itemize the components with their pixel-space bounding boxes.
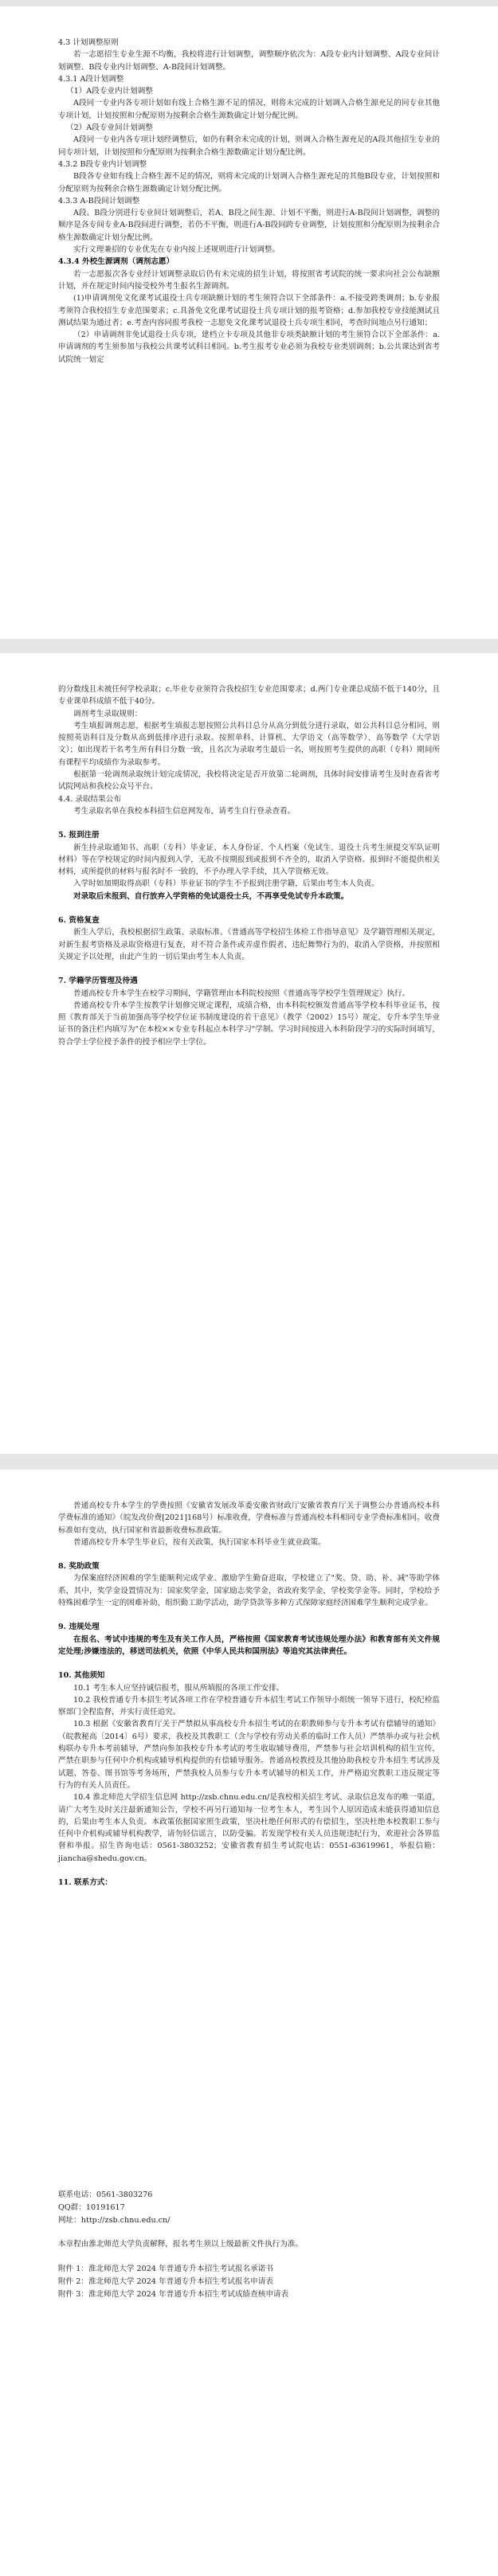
page-gap (0, 639, 498, 653)
section-spacer (58, 1548, 440, 1560)
contact-qq: QQ群：10191617 (58, 2202, 125, 2212)
section-spacer (58, 817, 440, 829)
body-paragraph: A段同一专业内各专项计划经调整后，如仍有剩余未完成的计划，则调入合格生源充足的A段其他招生专业的同专项计划，计划按照和分配原则为按剩余合格生源数确定计划分配比例。 (58, 135, 440, 157)
interpretation-note: 本章程由淮北师范大学负责解释，报名考生须以上级最新文件执行为准。 (58, 2240, 303, 2249)
body-paragraph: 若一志愿报次各专业经计划调整录取后仍有未完成的招生计划，将按照省考试院的统一要求向社会公布缺额计划，并在规定时间内接受校外考生报名生源调剂。 (58, 269, 440, 291)
body-paragraph: 新生持录取通知书、高职（专科）毕业证、本人身份证、个人档案（免试生、退役士兵考生须提交军队证明材料）等在学校规定的时间内报到入学，无故不按期报到或报到不齐全的，取消入学资格。报到时不能提供相关材料，或所提供的材料与报名时不一致的，不予办理入学手续，其入学资格无效。 (58, 843, 440, 877)
section-heading: 5. 报到注册 (58, 831, 100, 840)
body-paragraph: 普通高校专升本学生毕业后，按有关政策，执行国家本科毕业生就业政策。 (73, 1537, 326, 1547)
section-heading: 4.3.1 A段计划调整 (58, 74, 124, 84)
body-paragraph: 实行文理兼招的专业优先在专业内按上述规则进行计划调整。 (73, 245, 280, 255)
body-paragraph: (1)申请调剂免文化课考试退役士兵专项缺额计划的考生须符合以下全部条件：a.不接受跨类调剂；b.专业报考须符合我校招生专业范围要求；c.具备免文化课考试退役士兵专项计划的报考资格；d.参加我校专业技能测试且测试结果为通过者；e.考查内容同报考我校一志愿免文化课考试退役士兵专项生相同，考查时间地点另行通知； (58, 294, 440, 327)
attachment-1: 附件 1：淮北师范大学 2024 年普通专升本招生考试报名承诺书 (58, 2265, 273, 2274)
body-paragraph: 10.3 根据《安徽省教育厅关于严禁拟从事高校专升本招生考试的在职教师参与专升本考试有偿辅导的通知》（皖教秘高〔2014〕6号）要求，我校及其教职工（含与学校有劳动关系的临时工作人员）严禁举办或与社会机构联办专升本考前辅导，严禁向参加我校专升本考试的考生收取辅导费用，严禁参与社会培训机构的招生宣传，严禁在职参与任何中介机构或辅导机构提供的有偿辅导服务。普通高校教授及其他协助我校专升本招生考试涉及试题、答卷、图书馆等考务场所，严禁我校人员参与专升本考试辅导的相关工作，并严格追究教职工违反规定等行为的有关人员责任。 (58, 1720, 440, 1790)
section-heading: 4.3.3 A-B段间计划调整 (58, 196, 140, 206)
body-paragraph: 入学时如加期取得高职（专科）毕业证书的学生不予报到注册学籍，后果由考生本人负责。 (73, 879, 379, 889)
body-paragraph: 普通高校专升本学生按教学计划修完规定课程，成绩合格，由本科院校颁发普通高等学校本科毕业证书，按照《教育部关于当前加强高等学校学位证书制度建设的若干意见》（教学（2002）15号）规定，专升本学生毕业证书的备注栏内填写为"在本校××专业专科起点本科学习"学制。学习时间按进入本科阶段学习的实际时间填写，符合学士学位授予条件的授予相应学士学位。 (58, 1000, 440, 1047)
emphasis-paragraph: 在报名、考试中违规的考生及有关工作人员，严格按照《国家教育考试违规处理办法》和教育部有关文件规定处理;涉嫌违法的，移送司法机关，依照《中华人民共和国刑法》等追究其法律责任。 (58, 1634, 440, 1656)
page-gap (0, 1454, 498, 1470)
section-heading: 9. 违规处理 (58, 1623, 100, 1632)
document-page-3 (0, 1470, 498, 2175)
section-spacer (58, 963, 440, 975)
section-heading: 11. 联系方式： (58, 1878, 112, 1888)
section-spacer (58, 902, 440, 914)
contact-phone: 联系电话：0561-3803276 (58, 2190, 153, 2199)
body-paragraph: 10.4 淮北师范大学招生信息网 http://zsb.chnu.edu.cn/是我校相关招生考试、录取信息发布的唯一渠道，请广大考生及时关注最新通知公告，学校不再另行通知每一位考生本人，考生因个人原因造成未能获得通知信息的，后果由考生本人负责。本政策依据国家照生政策，坚决杜绝任何形式的有偿招生，坚决杜绝本校教职工参与任何中介机构或辅导机构教学，请勿轻信谣言，以防受骗。若发现学校有关人员违规违纪行为，欢迎社会各界监督和举报。招生咨询电话：0561-3803252；安徽省教育招生考试院电话：0551-63619961，举报信箱：jiancha@shedu.gov.cn。 (58, 1793, 440, 1863)
section-heading: （1）A段专业内计划调整 (66, 87, 153, 96)
section-heading: 4.3.2 B段专业内计划调整 (58, 159, 147, 169)
page-gap-top (0, 0, 498, 6)
body-paragraph: （2）申请调剂非免试退役士兵专项，建档立卡专项及其他非专项类缺额计划的考生须符合以下全部条件：a.申请调剂的考生须参加与我校公共课考试科目相同。b.考生报考专业必须为我校专业类别调剂；b.公共课达到省考试院统一划定 (58, 331, 440, 364)
section-heading: 6. 资格复查 (58, 916, 100, 926)
body-paragraph: 普通高校专升本学生的学费按照《安徽省发展改革委安徽省财政厅安徽省教育厅关于调整公办普通高校本科学费标准的通知》（皖发改价费[2021]168号）标准收费，学费标准与普通高校本科相同专业学费标准相同。收费标准如有变动，执行国家和省最新收费标准政策。 (58, 1501, 440, 1535)
body-paragraph: 考生填报调剂志愿，根据考生填报志愿按照公共科目总分从高分到低分进行录取，如公共科目总分相同，则按照英语科目及分数从高到低排序进行录取。按照单科、计算机、大学语文（高等数学）、高等数学（大学语文）；如出现若干名考生所有科目分数一致，且名次为录取考生最后一名，则按照考生提供的高职（专科）期间所有课程平均成绩作为录取参考。 (58, 721, 440, 767)
body-paragraph: 调剂考生录取规则： (73, 709, 143, 718)
section-heading: 4.4. 录取结果公布 (58, 794, 121, 804)
body-paragraph: 若一志愿招生专业生源不均衡，我校将进行计划调整，调整顺序依次为：A段专业内计划调整、A段专业间计划调整、B段专业内计划调整、A-B段间计划调整。 (58, 50, 440, 72)
body-paragraph: 新生入学后，我校根据招生政策、录取标准、《普通高等学校招生体检工作指导意见》及学籍管理相关规定，对新生报考资格及录取资格进行复查，对不符合条件或弄虚作假者，违纪舞弊行为的，取消入学资格，并按照相关规定予以处理，由此产生的一切后果由考生本人负责。 (58, 928, 440, 961)
section-heading: （2）A段专业间计划调整 (66, 123, 153, 133)
attachment-3: 附件 3：淮北师范大学 2024 年普通专升本招生考试成绩查核申请表 (58, 2289, 289, 2299)
section-heading: 8. 奖助政策 (58, 1562, 100, 1572)
body-paragraph: 10.1 考生本人应坚持诚信报考，服从所填报的各项工作安排。 (73, 1683, 284, 1693)
section-spacer (58, 1865, 440, 1877)
document-page-1 (0, 6, 498, 639)
body-paragraph: 根据第一轮调剂录取统计划完成情况，我校将决定是否开放第二轮调剂，具体时间安排请考生及时查看省考试院网站和我校公众号平台。 (58, 770, 440, 792)
body-paragraph: 普通高校专升本学生在校学习期间，学籍管理由本科院校按照《普通高等学校学生管理规定》执行。 (73, 989, 410, 998)
body-paragraph: A段、B段分别进行专业间计划调整后，若A、B段之间生源、计划不平衡，则进行A-B段间计划调整，调整的顺序是各专间专业A-B段间进行调整，若仍不平衡，则进行A-B段间跨专业调整，计划按照和分配原则为按剩余合格生源数确定计划分配比例。 (58, 209, 440, 242)
document-page-2 (0, 653, 498, 1454)
emphasis-paragraph: 对录取后未报到、自行放弃入学资格的免试退役士兵，不再享受免试专升本政策。 (73, 891, 349, 901)
section-heading: 4.3.4 外校生源调剂（调剂志愿） (58, 257, 174, 267)
body-paragraph: 的分数线且未被任何学校录取；c.毕业专业须符合我校招生专业范围要求；d.两门专业课总成绩不低于140分，且专业课单科成绩不低于40分。 (58, 685, 440, 707)
section-heading: 7. 学籍学历管理及待遇 (58, 977, 138, 986)
section-spacer (58, 1658, 440, 1670)
section-spacer (58, 1609, 440, 1621)
body-paragraph: 为保案庭经济困难的学生能顺利完成学业、激励学生勤奋进取，学校建立了"奖、贷、助、补、减"等助学体系，其中，奖学金设置情况为：国家奖学金，国家励志奖学金，省政府奖学金，学校奖学金等。同时，学校给予特殊困难学生一定的困难补助，组织勤工助学活动，助学贷款等多种方式保障家庭经济困难学生顺利完成学业。 (58, 1574, 440, 1608)
section-heading: 4.3 计划调整原则 (58, 38, 119, 47)
body-paragraph: A段同一专业内各专项计划如有线上合格生源不足的情况，则将未完成的计划调入合格生源充足的同专业其他专项计划，计划按照和分配原则为按剩余合格生源数确定计划分配比例。 (58, 99, 440, 120)
body-paragraph: B段各专业如有线上合格生源不足的情况，则将未完成的计划调入合格生源充足的其他B段专业，计划按照和分配原则为按剩余合格生源数确定计划分配比例。 (58, 172, 440, 194)
attachment-2: 附件 2：淮北师范大学 2024 年普通专升本招生考试报名申请表 (58, 2277, 273, 2286)
document-page-4 (0, 2175, 498, 2576)
section-heading: 10. 其他须知 (58, 1671, 105, 1681)
body-paragraph: 考生录取名单在我校本科招生信息网发布，请考生自行登录查看。 (73, 806, 296, 816)
body-paragraph: 10.2 我校普通专升本招生考试各项工作在学校普通专升本招生考试工作领导小组统一领导下进行，校纪检监察部门全程监督，并实行责任追究。 (58, 1695, 440, 1717)
contact-website[interactable]: 网址：http://zsb.chnu.edu.cn/ (58, 2215, 171, 2225)
